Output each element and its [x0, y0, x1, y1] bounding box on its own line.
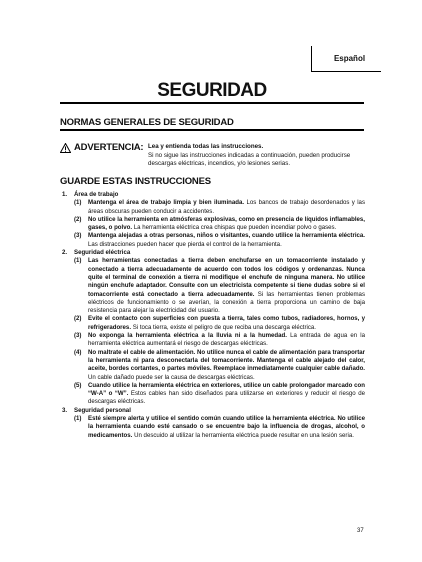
item-text: Si las herramientas tienen problemas eléctricos de funcionamiento o se averían, la conexión a tierra proporciona un camino de baja resistencia para alejar la electricidad del usuario.	[88, 290, 365, 315]
page-title: SEGURIDAD	[157, 80, 267, 101]
section-rule	[60, 129, 364, 131]
language-tab	[311, 46, 381, 72]
item-number: (2)	[74, 215, 82, 223]
instruction-item	[74, 232, 365, 249]
item-text: Los bancos de trabajo desordenados y las áreas obscuras pueden conducir a accidentes.	[88, 199, 365, 215]
instruction-section	[60, 407, 365, 440]
item-number: (4)	[74, 348, 82, 356]
item-number: (1)	[74, 257, 82, 265]
section-title: Área de trabajo	[74, 191, 119, 198]
item-text: La entrada de agua en la herramienta eléctrica aumentará el riesgo de descargas eléctricas.	[88, 332, 365, 348]
warning-triangle-icon	[60, 143, 71, 153]
item-bold-text: Mantenga el área de trabajo limpia y bien iluminada.	[88, 199, 245, 207]
item-number: (5)	[74, 381, 82, 389]
item-text: Estos cables han sido diseñados para utilizarse en exteriores y reducir el riesgo de descargas eléctricas.	[88, 390, 365, 406]
instruction-item	[74, 216, 365, 233]
item-text: Un cable dañado puede ser la causa de descargas eléctricas.	[88, 373, 255, 381]
warning-label	[60, 142, 143, 153]
item-text: Si toca tierra, existe el peligro de que reciba una descarga eléctrica.	[131, 323, 316, 331]
item-text: Un descuido al utilizar la herramienta eléctrica puede resultar en una lesión seria.	[132, 431, 354, 439]
language-label: Español	[333, 54, 366, 63]
instruction-item	[74, 199, 365, 216]
item-bold-text: No maltrate el cable de alimentación. No utilice nunca el cable de alimentación para transportar la herramienta ni para desconectarla del tomacorriente. Mantenga el cable alejado del calor, aceite, bordes cortantes, o partes móviles. Reemplace inmediatamente cualquier cable dañado.	[88, 348, 365, 373]
instruction-item	[74, 315, 365, 332]
item-bold-text: Esté siempre alerta y utilice el sentido común cuando utilice la herramienta eléctrica. No utilice la herramienta cuando esté cansado o se encuentre bajo la influencia de drogas, alcohol, o medicamentos.	[88, 415, 365, 439]
warning-body	[148, 143, 370, 169]
keep-instructions-heading: GUARDE ESTAS INSTRUCCIONES	[60, 176, 211, 187]
item-bold-text: Mantenga alejadas a otras personas, niños o visitantes, cuando utilice la herramienta eléctrica.	[88, 232, 365, 240]
section-title: Seguridad eléctrica	[74, 249, 131, 257]
instruction-item	[74, 257, 365, 315]
section-number: 3.	[62, 406, 68, 414]
instruction-item	[74, 382, 365, 407]
item-bold-text: No exponga la herramienta eléctrica a la lluvia ni a la humedad.	[88, 332, 287, 340]
item-number: (1)	[74, 415, 82, 423]
section-number: 2.	[62, 249, 68, 257]
instruction-item	[74, 415, 365, 440]
item-bold-text: No utilice la herramienta en atmósferas explosivas, como en presencia de líquidos inflamables, gases, o polvo.	[88, 215, 365, 232]
instruction-section	[60, 249, 365, 407]
item-bold-text: Evite el contacto con superficies con puesta a tierra, tales como tubos, radiadores, hornos, y refrigeradores.	[88, 315, 365, 331]
warning-text: Si no sigue las instrucciones indicadas a continuación, pueden producirse descargas eléctricas, incendios, y/o lesiones serias.	[148, 151, 351, 168]
section-title: Seguridad personal	[74, 406, 131, 414]
instruction-section	[60, 191, 365, 249]
page-number: 37	[357, 528, 364, 534]
general-rules-heading: NORMAS GENERALES DE SEGURIDAD	[60, 117, 234, 128]
item-number: (1)	[74, 199, 82, 207]
warning-bold-line: Lea y entienda todas las instrucciones.	[148, 143, 264, 150]
item-text: La herramienta eléctrica crea chispas que pueden incendiar polvo o gases.	[132, 224, 337, 232]
instruction-item	[74, 349, 365, 382]
item-text: Las distracciones pueden hacer que pierda el control de la herramienta.	[88, 240, 282, 248]
instruction-item	[74, 332, 365, 349]
title-rule	[60, 102, 364, 104]
warning-label-text: ADVERTENCIA:	[74, 142, 144, 153]
section-number: 1.	[62, 191, 68, 198]
item-bold-text: Cuando utilice la herramienta eléctrica en exteriores, utilice un cable prolongador marcado con “W-A” o “W”.	[88, 381, 365, 398]
instructions-content	[60, 191, 365, 440]
item-number: (3)	[74, 332, 82, 340]
item-number: (3)	[74, 232, 82, 240]
item-bold-text: Las herramientas conectadas a tierra deben enchufarse en un tomacorriente instalado y conectado a tierra adecuadamente de acuerdo con todos los códigos y ordenanzas. Nunca quite el terminal de conexión a tierra ni modifique el enchufe de ninguna manera. No utilice ningún enchufe adaptador. Consulte con un electricista competente si tiene dudas sobre si el tomacorriente está conectado a tierra adecuadamente.	[88, 257, 365, 298]
item-number: (2)	[74, 315, 82, 323]
